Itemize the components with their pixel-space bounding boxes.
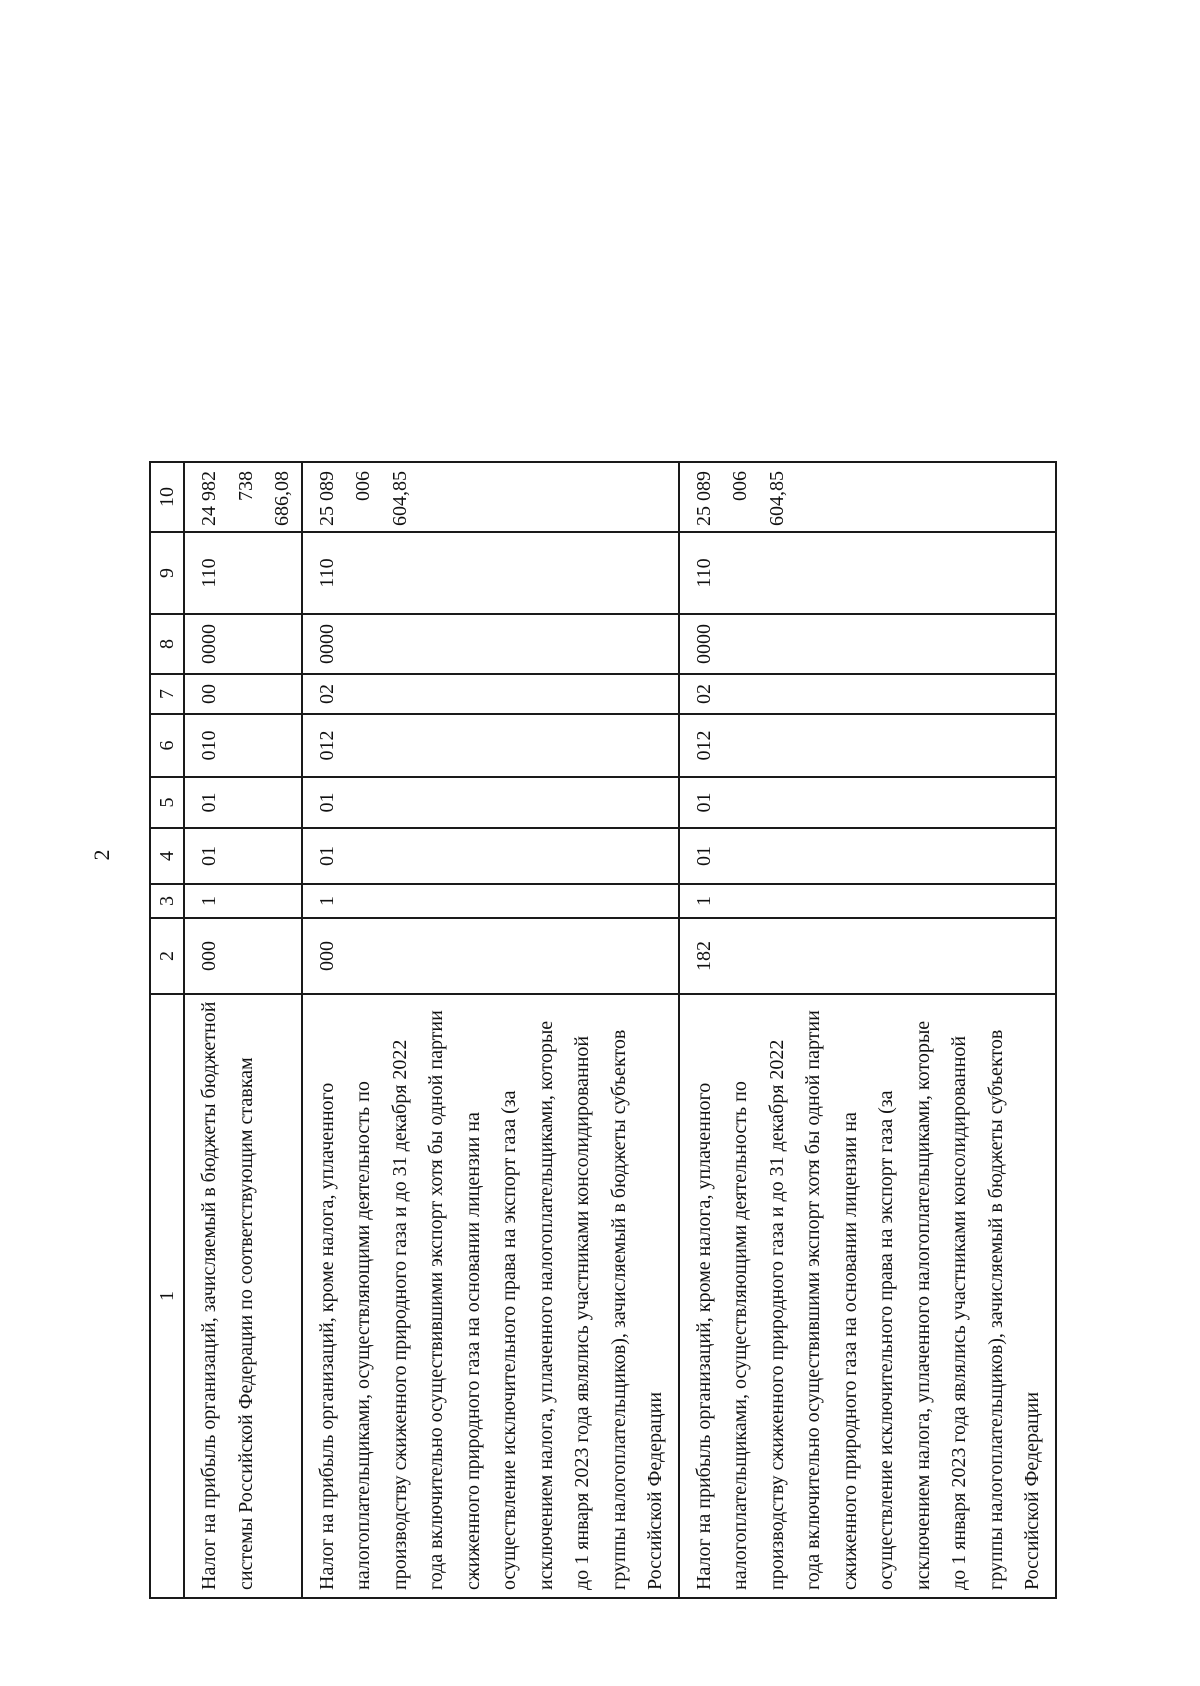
header-cell: 10 xyxy=(150,462,184,532)
header-cell: 5 xyxy=(150,777,184,828)
code-cell: 000 xyxy=(184,918,302,994)
table-row xyxy=(302,462,679,1598)
budget-table xyxy=(149,461,1057,1599)
header-cell: 4 xyxy=(150,828,184,884)
code-cell: 000 xyxy=(302,918,679,994)
code-cell: 00 xyxy=(184,674,302,714)
code-cell: 01 xyxy=(679,828,1056,884)
header-cell: 9 xyxy=(150,532,184,614)
code-cell: 110 xyxy=(679,532,1056,614)
header-cell: 3 xyxy=(150,884,184,918)
code-cell: 0000 xyxy=(679,614,1056,674)
row-description: Налог на прибыль организаций, кроме налога, уплаченного налогоплательщиками, осуществляющими деятельность по производству сжиженного природного газа и до 31 декабря 2022 года включительно осуществившими экспорт хотя бы одной партии сжиженного природного газа на основании лицензии на осуществление исключительного права на экспорт газа (за исключением налога, уплаченного налогоплательщиками, которые до 1 января 2023 года являлись участниками консолидированной группы налогоплательщиков), зачисляемый в бюджеты субъектов Российской Федерации xyxy=(679,994,1056,1598)
rotated-table-container xyxy=(149,463,1043,1599)
code-cell: 010 xyxy=(184,714,302,777)
amount-cell: 24 982 738 686,08 xyxy=(184,462,302,532)
header-cell: 7 xyxy=(150,674,184,714)
code-cell: 01 xyxy=(302,828,679,884)
amount-cell: 25 089 006 604,85 xyxy=(679,462,1056,532)
header-cell: 2 xyxy=(150,918,184,994)
code-cell: 01 xyxy=(302,777,679,828)
row-description: Налог на прибыль организаций, кроме налога, уплаченного налогоплательщиками, осуществляющими деятельность по производству сжиженного природного газа и до 31 декабря 2022 года включительно осуществившими экспорт хотя бы одной партии сжиженного природного газа на основании лицензии на осуществление исключительного права на экспорт газа (за исключением налога, уплаченного налогоплательщиками, которые до 1 января 2023 года являлись участниками консолидированной группы налогоплательщиков), зачисляемый в бюджеты субъектов Российской Федерации xyxy=(302,994,679,1598)
code-cell: 110 xyxy=(302,532,679,614)
table-header-row xyxy=(150,462,184,1598)
row-description: Налог на прибыль организаций, зачисляемый в бюджеты бюджетной системы Российской Федерации по соответствующим ставкам xyxy=(184,994,302,1598)
table-row xyxy=(184,462,302,1598)
code-cell: 012 xyxy=(302,714,679,777)
code-cell: 110 xyxy=(184,532,302,614)
code-cell: 01 xyxy=(679,777,1056,828)
code-cell: 012 xyxy=(679,714,1056,777)
code-cell: 1 xyxy=(184,884,302,918)
code-cell: 0000 xyxy=(302,614,679,674)
code-cell: 02 xyxy=(679,674,1056,714)
code-cell: 182 xyxy=(679,918,1056,994)
code-cell: 1 xyxy=(679,884,1056,918)
code-cell: 01 xyxy=(184,777,302,828)
code-cell: 01 xyxy=(184,828,302,884)
header-cell: 8 xyxy=(150,614,184,674)
code-cell: 0000 xyxy=(184,614,302,674)
header-cell: 6 xyxy=(150,714,184,777)
amount-cell: 25 089 006 604,85 xyxy=(302,462,679,532)
table-row xyxy=(679,462,1056,1598)
header-cell: 1 xyxy=(150,994,184,1598)
code-cell: 1 xyxy=(302,884,679,918)
code-cell: 02 xyxy=(302,674,679,714)
page-number: 2 xyxy=(89,849,114,861)
